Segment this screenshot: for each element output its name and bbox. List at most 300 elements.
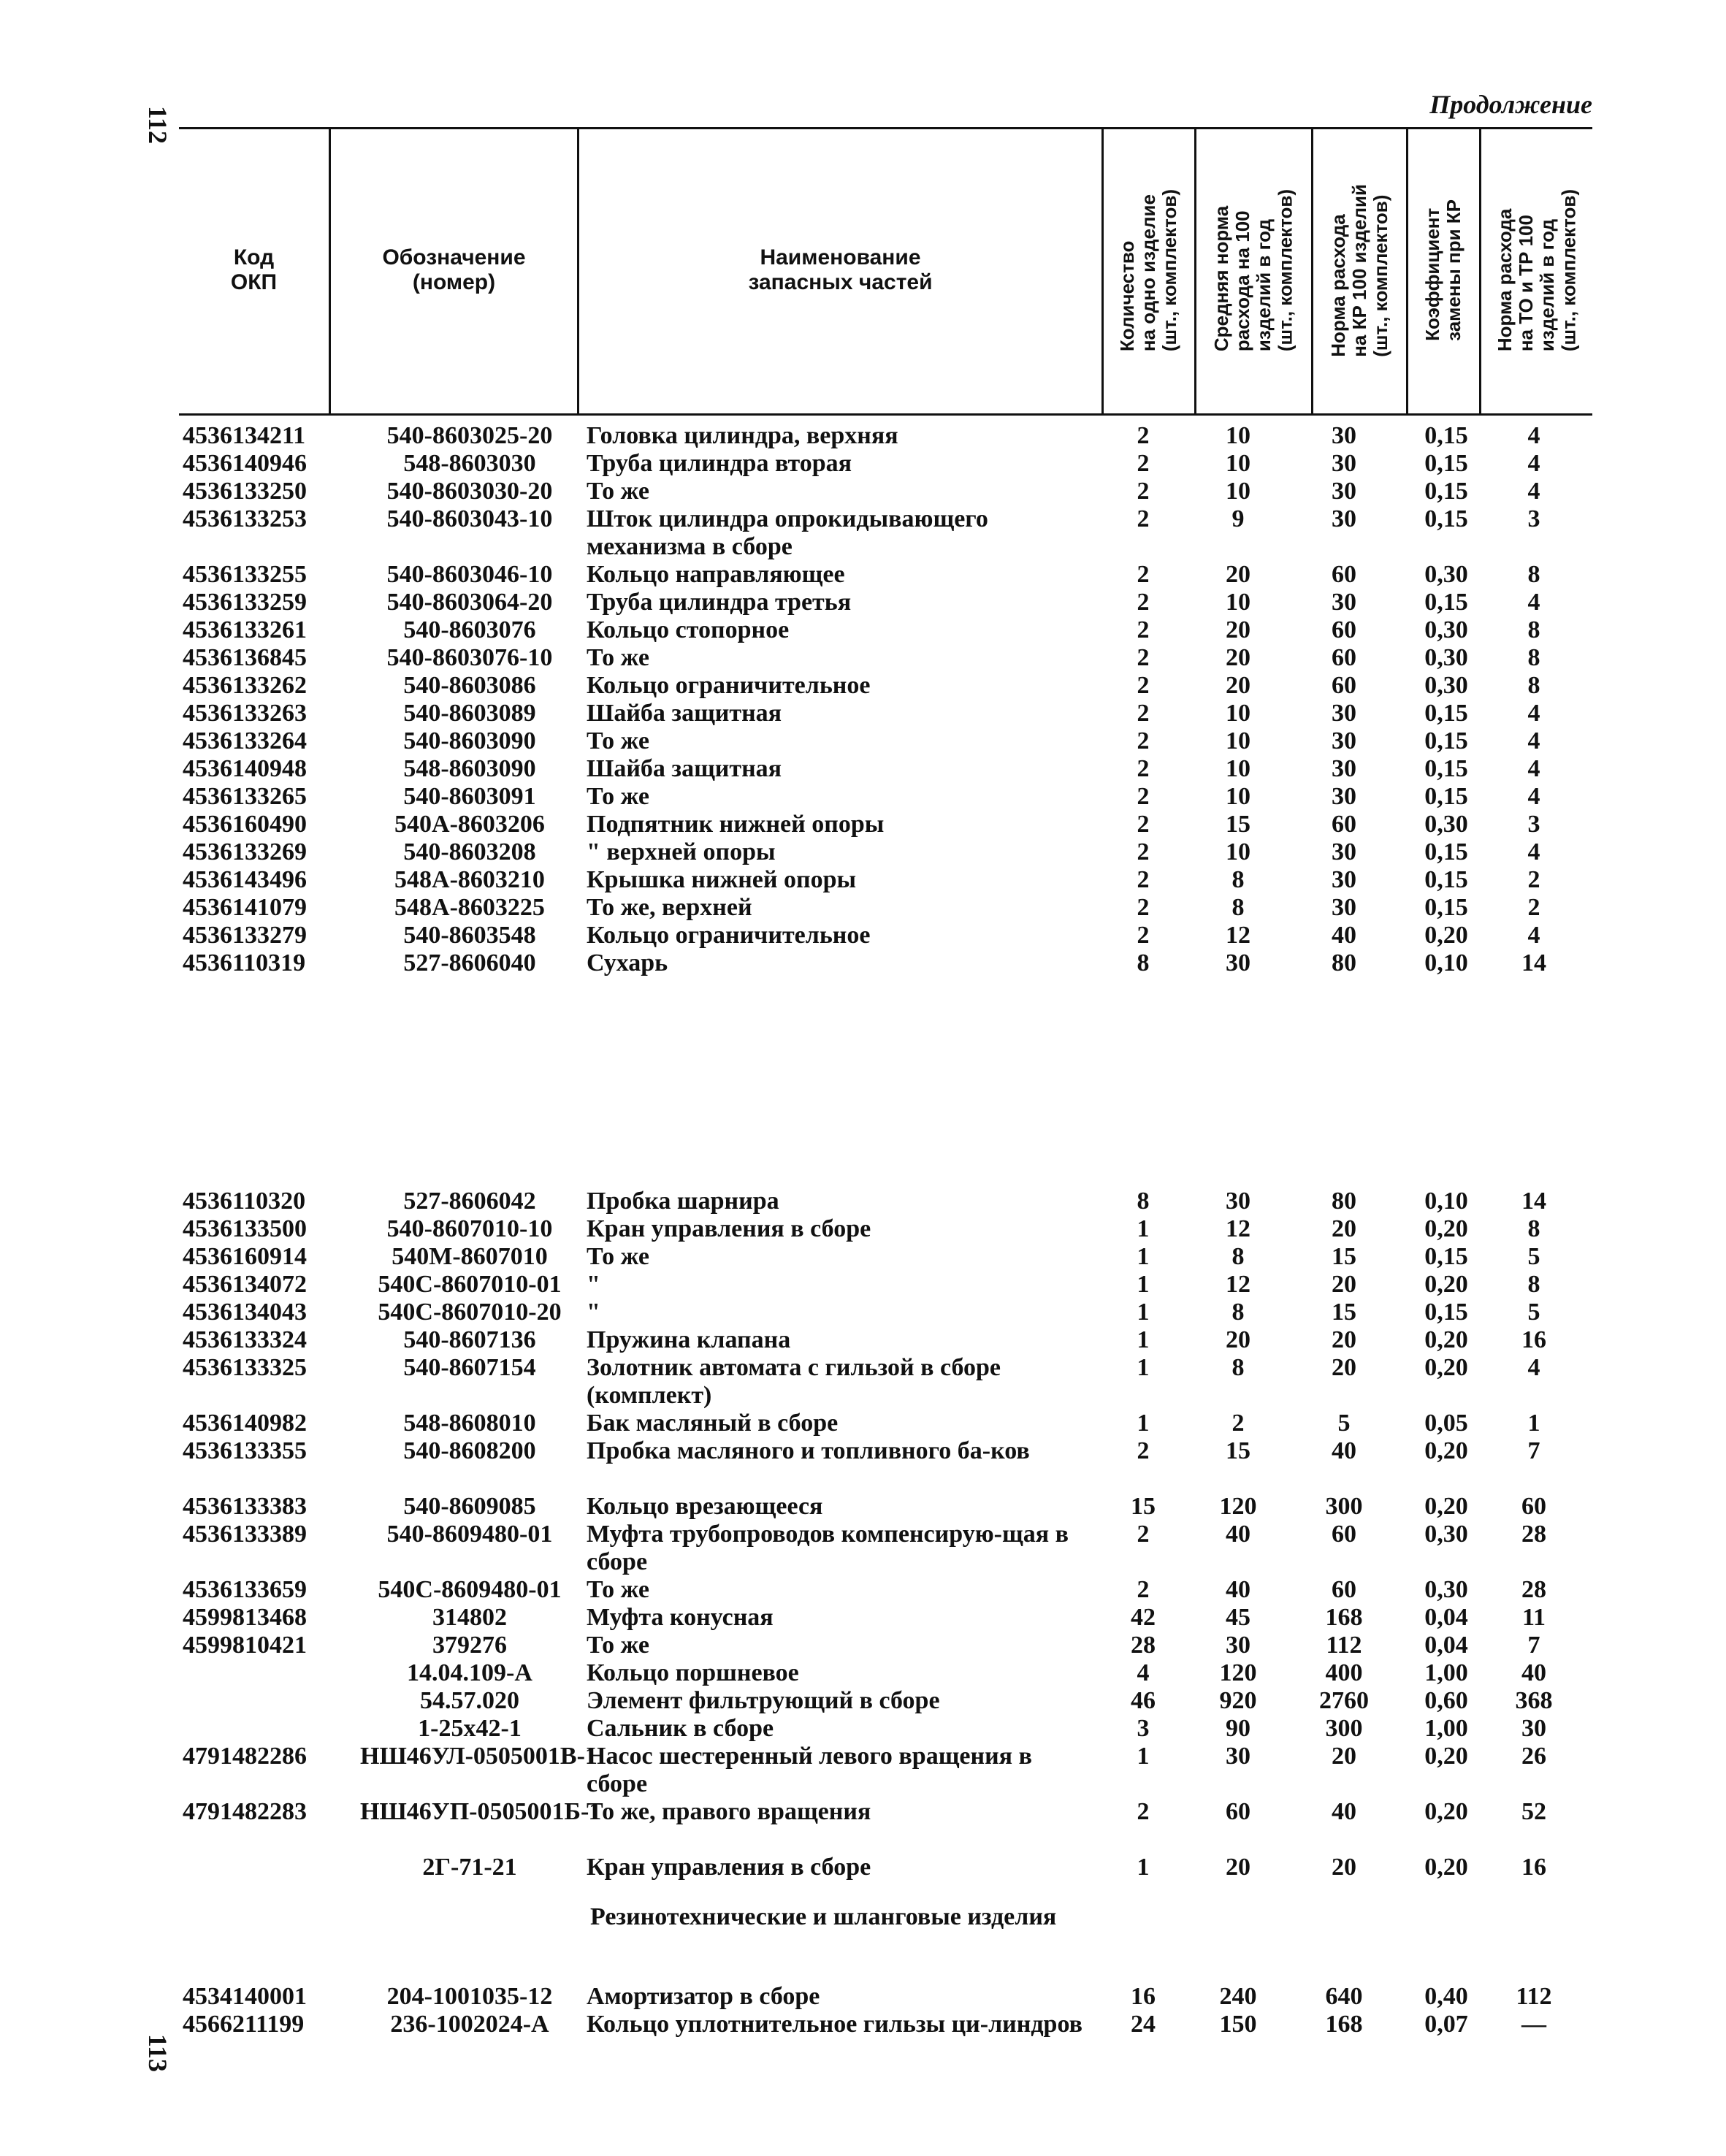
cell-code: 4599813468	[183, 1604, 307, 1631]
cell-code: 4536133264	[183, 727, 307, 754]
cell-kr: 60	[1332, 644, 1356, 671]
cell-qty: 2	[1137, 838, 1150, 865]
cell-kr: 15	[1332, 1299, 1356, 1326]
cell-avg: 20	[1226, 1326, 1250, 1353]
cell-name: Кольцо стопорное	[587, 616, 790, 643]
cell-to: 3	[1527, 811, 1540, 838]
cell-code: 4599810421	[183, 1632, 307, 1659]
cell-to: 4	[1527, 755, 1540, 782]
cell-to: 8	[1527, 1215, 1540, 1242]
cell-coef: 0,15	[1424, 505, 1468, 532]
table-row	[0, 1983, 1726, 2011]
cell-coef: 0,15	[1424, 866, 1468, 893]
cell-coef: 0,30	[1424, 811, 1468, 838]
cell-avg: 30	[1226, 1743, 1250, 1770]
cell-code: 4536133389	[183, 1521, 307, 1548]
section-title: Резинотехнические и шланговые изделия	[590, 1903, 1057, 1930]
cell-kr: 20	[1332, 1354, 1356, 1381]
table-row	[0, 450, 1726, 478]
cell-designation: 540С-8607010-20	[378, 1299, 562, 1326]
cell-avg: 10	[1226, 450, 1250, 477]
cell-kr: 60	[1332, 811, 1356, 838]
cell-coef: 0,15	[1424, 478, 1468, 505]
cell-qty: 1	[1137, 1354, 1150, 1381]
cell-designation: 540-8607010-10	[386, 1215, 553, 1242]
cell-to: 11	[1521, 1604, 1546, 1631]
table-row	[0, 478, 1726, 505]
cell-designation: 540-8603089	[403, 700, 536, 727]
cell-to: 40	[1521, 1659, 1546, 1686]
table-body-section	[0, 1983, 1726, 2066]
cell-name: "	[587, 1271, 600, 1298]
cell-to: 4	[1527, 783, 1540, 810]
cell-to: 7	[1527, 1632, 1540, 1659]
header-qty-cell	[1104, 127, 1194, 413]
cell-kr: 30	[1332, 589, 1356, 616]
cell-code: 4536133265	[183, 783, 307, 810]
cell-name: Кольцо уплотнительное гильзы ци-линдров	[587, 2011, 1082, 2038]
cell-avg: 20	[1226, 616, 1250, 643]
cell-name: Амортизатор в сборе	[587, 1983, 820, 2010]
cell-designation: 548А-8603225	[394, 894, 545, 921]
cell-name: Золотник автомата с гильзой в сборе (комплект)	[587, 1354, 1001, 1409]
cell-designation: 540-8603043-10	[386, 505, 553, 532]
cell-qty: 2	[1137, 866, 1150, 893]
cell-code: 4536134211	[183, 422, 306, 449]
cell-code: 4536133262	[183, 672, 307, 699]
cell-designation: 314802	[432, 1604, 507, 1631]
cell-designation: 540-8603548	[403, 922, 536, 949]
cell-kr: 20	[1332, 1743, 1356, 1770]
cell-designation: НШ46УП-0505001Б-1	[360, 1798, 602, 1825]
cell-qty: 1	[1137, 1215, 1150, 1242]
table-row	[0, 755, 1726, 783]
cell-coef: 0,20	[1424, 1326, 1468, 1353]
cell-coef: 0,15	[1424, 700, 1468, 727]
table-row	[0, 838, 1726, 866]
cell-to: 1	[1527, 1410, 1540, 1437]
cell-avg: 8	[1232, 1299, 1245, 1326]
cell-qty: 1	[1137, 1410, 1150, 1437]
cell-qty: 16	[1131, 1983, 1156, 2010]
cell-name: Кольцо врезающееся	[587, 1493, 823, 1520]
cell-avg: 20	[1226, 1854, 1250, 1881]
cell-kr: 30	[1332, 866, 1356, 893]
cell-name: То же	[587, 478, 649, 505]
cell-code: 4536133325	[183, 1354, 307, 1381]
cell-code: 4536133255	[183, 561, 307, 588]
table-row	[0, 561, 1726, 589]
table-row	[0, 1687, 1726, 1715]
cell-to: 4	[1527, 1354, 1540, 1381]
cell-avg: 12	[1226, 1271, 1250, 1298]
cell-to: 26	[1521, 1743, 1546, 1770]
table-row	[0, 949, 1726, 977]
cell-kr: 640	[1325, 1983, 1363, 2010]
cell-qty: 2	[1137, 894, 1150, 921]
cell-name: Пробка масляного и топливного ба-ков	[587, 1437, 1030, 1464]
cell-kr: 30	[1332, 894, 1356, 921]
cell-designation: 14.04.109-А	[407, 1659, 532, 1686]
table-row	[0, 1521, 1726, 1576]
cell-to: 4	[1527, 450, 1540, 477]
table-row	[0, 422, 1726, 450]
cell-coef: 0,05	[1424, 1410, 1468, 1437]
header-name: Наименование запасных частей	[748, 245, 933, 294]
table-row	[0, 1243, 1726, 1271]
cell-name: Шайба защитная	[587, 700, 782, 727]
cell-name: "	[587, 1299, 600, 1326]
cell-avg: 8	[1232, 894, 1245, 921]
cell-coef: 0,10	[1424, 949, 1468, 976]
cell-to: 4	[1527, 838, 1540, 865]
cell-kr: 112	[1326, 1632, 1362, 1659]
cell-code: 4566211199	[183, 2011, 305, 2038]
cell-kr: 168	[1325, 1604, 1363, 1631]
table-row	[0, 1798, 1726, 1854]
cell-name: Сальник в сборе	[587, 1715, 774, 1742]
cell-name: Муфта трубопроводов компенсирую-щая в сборе	[587, 1521, 1069, 1575]
cell-designation: 548-8603030	[403, 450, 536, 477]
cell-code: 4536133355	[183, 1437, 307, 1464]
cell-designation: 540-8603076-10	[386, 644, 553, 671]
table-row	[0, 1604, 1726, 1632]
cell-name: То же	[587, 644, 649, 671]
page-number-top: 112	[143, 105, 173, 145]
cell-designation: 236-1002024-А	[390, 2011, 549, 2038]
cell-name: Крышка нижней опоры	[587, 866, 857, 893]
cell-to: 4	[1527, 478, 1540, 505]
table-row	[0, 2011, 1726, 2066]
cell-name: Кольцо направляющее	[587, 561, 845, 588]
cell-avg: 10	[1226, 838, 1250, 865]
cell-name: Насос шестеренный левого вращения в сборе	[587, 1743, 1032, 1797]
table-row	[0, 783, 1726, 811]
cell-code: 4536133279	[183, 922, 307, 949]
cell-to: 8	[1527, 616, 1540, 643]
cell-qty: 2	[1137, 616, 1150, 643]
cell-qty: 4	[1137, 1659, 1150, 1686]
cell-name: То же	[587, 727, 649, 754]
cell-coef: 0,07	[1424, 2011, 1468, 2038]
cell-kr: 30	[1332, 755, 1356, 782]
cell-avg: 120	[1219, 1659, 1257, 1686]
cell-code: 4536143496	[183, 866, 307, 893]
cell-name: Шток цилиндра опрокидывающего механизма в сборе	[587, 505, 988, 560]
cell-kr: 30	[1332, 838, 1356, 865]
cell-designation: 540М-8607010	[392, 1243, 548, 1270]
cell-avg: 10	[1226, 700, 1250, 727]
cell-qty: 2	[1137, 1437, 1150, 1464]
cell-qty: 2	[1137, 1576, 1150, 1603]
cell-designation: 540-8603046-10	[386, 561, 553, 588]
cell-coef: 0,30	[1424, 672, 1468, 699]
cell-designation: 548А-8603210	[394, 866, 545, 893]
cell-avg: 12	[1226, 1215, 1250, 1242]
header-code: Код ОКП	[230, 245, 278, 294]
table-body-top	[0, 422, 1726, 977]
cell-coef: 0,20	[1424, 1798, 1468, 1825]
cell-coef: 0,30	[1424, 1576, 1468, 1603]
cell-to: 4	[1527, 422, 1540, 449]
cell-kr: 5	[1337, 1410, 1351, 1437]
cell-name: То же, верхней	[587, 894, 752, 921]
cell-coef: 0,20	[1424, 1743, 1468, 1770]
table-row	[0, 589, 1726, 616]
cell-code: 4536133659	[183, 1576, 307, 1603]
cell-to: 8	[1527, 644, 1540, 671]
header-avg: Средняя норма расхода на 100 изделий в год (шт., комплектов)	[1210, 188, 1297, 352]
cell-name: Кран управления в сборе	[587, 1854, 871, 1881]
cell-to: 3	[1527, 505, 1540, 532]
cell-name: Труба цилиндра третья	[587, 589, 852, 616]
cell-code: 4536110320	[183, 1188, 306, 1215]
cell-designation: 2Г-71-21	[422, 1854, 517, 1881]
cell-qty: 46	[1131, 1687, 1156, 1714]
page-number-bottom: 113	[143, 2033, 173, 2073]
cell-code: 4536133324	[183, 1326, 307, 1353]
table-row	[0, 1437, 1726, 1493]
cell-code: 4536133263	[183, 700, 307, 727]
cell-designation: 540-8603076	[403, 616, 536, 643]
cell-name: Пружина клапана	[587, 1326, 791, 1353]
cell-avg: 40	[1226, 1521, 1250, 1548]
cell-name: Головка цилиндра, верхняя	[587, 422, 898, 449]
cell-kr: 300	[1325, 1493, 1363, 1520]
table-row	[0, 1743, 1726, 1798]
cell-to: 28	[1521, 1521, 1546, 1548]
table-row	[0, 1632, 1726, 1659]
cell-name: То же	[587, 1243, 649, 1270]
table-row	[0, 644, 1726, 672]
cell-qty: 2	[1137, 644, 1150, 671]
cell-qty: 2	[1137, 1521, 1150, 1548]
cell-name: Пробка шарнира	[587, 1188, 779, 1215]
table-row	[0, 1493, 1726, 1521]
cell-designation: 527-8606040	[403, 949, 536, 976]
cell-coef: 0,30	[1424, 561, 1468, 588]
cell-code: 4536140982	[183, 1410, 307, 1437]
cell-avg: 60	[1226, 1798, 1250, 1825]
cell-code: 4791482286	[183, 1743, 307, 1770]
cell-name: " верхней опоры	[587, 838, 776, 865]
cell-to: 4	[1527, 700, 1540, 727]
cell-to: —	[1521, 2011, 1546, 2038]
cell-to: 2	[1527, 894, 1540, 921]
cell-kr: 2760	[1319, 1687, 1369, 1714]
cell-coef: 0,15	[1424, 894, 1468, 921]
cell-kr: 30	[1332, 505, 1356, 532]
cell-kr: 40	[1332, 1798, 1356, 1825]
cell-code: 4534140001	[183, 1983, 307, 2010]
cell-to: 368	[1515, 1687, 1553, 1714]
cell-kr: 60	[1332, 1521, 1356, 1548]
cell-qty: 2	[1137, 422, 1150, 449]
cell-coef: 0,15	[1424, 422, 1468, 449]
cell-designation: НШ46УЛ-0505001В-1	[360, 1743, 597, 1770]
cell-to: 4	[1527, 589, 1540, 616]
cell-code: 4536133383	[183, 1493, 307, 1520]
table-row	[0, 1576, 1726, 1604]
cell-code: 4536133500	[183, 1215, 307, 1242]
cell-qty: 2	[1137, 505, 1150, 532]
table-row	[0, 1354, 1726, 1410]
table-row	[0, 505, 1726, 561]
cell-qty: 24	[1131, 2011, 1156, 2038]
continuation-label: Продолжение	[1429, 90, 1592, 119]
table-row	[0, 1854, 1726, 1881]
cell-code: 4536133250	[183, 478, 307, 505]
header-avg-cell	[1196, 127, 1311, 413]
cell-kr: 20	[1332, 1326, 1356, 1353]
cell-code: 4536160914	[183, 1243, 307, 1270]
cell-designation: 527-8606042	[403, 1188, 536, 1215]
cell-coef: 0,20	[1424, 1271, 1468, 1298]
cell-code: 4536134043	[183, 1299, 307, 1326]
table-row	[0, 727, 1726, 755]
table-row	[0, 700, 1726, 727]
cell-code: 4536133253	[183, 505, 307, 532]
cell-kr: 30	[1332, 783, 1356, 810]
cell-kr: 40	[1332, 922, 1356, 949]
cell-designation: 540-8608200	[403, 1437, 536, 1464]
cell-coef: 0,15	[1424, 589, 1468, 616]
cell-to: 4	[1527, 922, 1540, 949]
cell-avg: 90	[1226, 1715, 1250, 1742]
cell-designation: 540-8603091	[403, 783, 536, 810]
cell-qty: 3	[1137, 1715, 1150, 1742]
cell-kr: 40	[1332, 1437, 1356, 1464]
table-row	[0, 894, 1726, 922]
cell-name: Элемент фильтрующий в сборе	[587, 1687, 940, 1714]
cell-to: 14	[1521, 1188, 1546, 1215]
header-kr: Норма расхода на КР 100 изделий (шт., комплектов)	[1326, 183, 1392, 357]
cell-avg: 2	[1232, 1410, 1245, 1437]
cell-to: 28	[1521, 1576, 1546, 1603]
cell-qty: 1	[1137, 1271, 1150, 1298]
cell-coef: 0,15	[1424, 727, 1468, 754]
cell-name: Бак масляный в сборе	[587, 1410, 839, 1437]
cell-kr: 60	[1332, 561, 1356, 588]
cell-name: Сухарь	[587, 949, 668, 976]
cell-coef: 0,20	[1424, 1493, 1468, 1520]
cell-kr: 30	[1332, 422, 1356, 449]
cell-qty: 2	[1137, 561, 1150, 588]
header-to: Норма расхода на ТО и ТР 100 изделий в год (шт., комплектов)	[1493, 188, 1580, 352]
table-row	[0, 616, 1726, 644]
cell-avg: 9	[1232, 505, 1245, 532]
cell-name: То же	[587, 1576, 649, 1603]
cell-designation: 540-8603086	[403, 672, 536, 699]
cell-avg: 30	[1226, 1188, 1250, 1215]
cell-kr: 30	[1332, 450, 1356, 477]
cell-designation: 540-8603064-20	[386, 589, 553, 616]
cell-designation: 540-8603030-20	[386, 478, 553, 505]
cell-code: 4536140948	[183, 755, 307, 782]
cell-kr: 60	[1332, 672, 1356, 699]
cell-designation: 540С-8607010-01	[378, 1271, 562, 1298]
cell-to: 8	[1527, 561, 1540, 588]
cell-qty: 2	[1137, 811, 1150, 838]
cell-name: Кольцо поршневое	[587, 1659, 799, 1686]
cell-avg: 8	[1232, 866, 1245, 893]
cell-qty: 2	[1137, 922, 1150, 949]
cell-to: 52	[1521, 1798, 1546, 1825]
cell-avg: 240	[1219, 1983, 1257, 2010]
cell-avg: 120	[1219, 1493, 1257, 1520]
cell-name: Кольцо ограничительное	[587, 672, 871, 699]
cell-kr: 30	[1332, 727, 1356, 754]
cell-coef: 0,30	[1424, 644, 1468, 671]
cell-avg: 15	[1226, 811, 1250, 838]
cell-qty: 1	[1137, 1243, 1150, 1270]
cell-qty: 2	[1137, 700, 1150, 727]
cell-qty: 2	[1137, 783, 1150, 810]
cell-qty: 1	[1137, 1854, 1150, 1881]
cell-coef: 0,60	[1424, 1687, 1468, 1714]
cell-avg: 15	[1226, 1437, 1250, 1464]
cell-designation: 540-8603025-20	[386, 422, 553, 449]
cell-qty: 15	[1131, 1493, 1156, 1520]
cell-to: 8	[1527, 1271, 1540, 1298]
cell-avg: 10	[1226, 478, 1250, 505]
cell-kr: 80	[1332, 949, 1356, 976]
cell-coef: 0,10	[1424, 1188, 1468, 1215]
cell-designation: 540-8607154	[403, 1354, 536, 1381]
cell-designation: 540-8607136	[403, 1326, 536, 1353]
cell-kr: 60	[1332, 616, 1356, 643]
cell-avg: 920	[1219, 1687, 1257, 1714]
cell-avg: 10	[1226, 783, 1250, 810]
cell-avg: 30	[1226, 1632, 1250, 1659]
table-row	[0, 866, 1726, 894]
cell-coef: 0,20	[1424, 1215, 1468, 1242]
cell-qty: 8	[1137, 1188, 1150, 1215]
cell-name: Муфта конусная	[587, 1604, 774, 1631]
cell-qty: 2	[1137, 755, 1150, 782]
cell-designation: 540А-8603206	[394, 811, 545, 838]
cell-qty: 8	[1137, 949, 1150, 976]
table-row	[0, 1410, 1726, 1437]
cell-coef: 0,15	[1424, 755, 1468, 782]
cell-coef: 0,15	[1424, 1299, 1468, 1326]
cell-kr: 60	[1332, 1576, 1356, 1603]
cell-avg: 10	[1226, 727, 1250, 754]
cell-qty: 2	[1137, 450, 1150, 477]
cell-avg: 12	[1226, 922, 1250, 949]
cell-kr: 15	[1332, 1243, 1356, 1270]
cell-code: 4536136845	[183, 644, 307, 671]
cell-kr: 168	[1325, 2011, 1363, 2038]
cell-kr: 400	[1325, 1659, 1363, 1686]
cell-name: Труба цилиндра вторая	[587, 450, 852, 477]
cell-avg: 150	[1219, 2011, 1257, 2038]
cell-kr: 30	[1332, 478, 1356, 505]
cell-avg: 10	[1226, 422, 1250, 449]
cell-designation: 540-8609085	[403, 1493, 536, 1520]
cell-avg: 20	[1226, 644, 1250, 671]
cell-qty: 28	[1131, 1632, 1156, 1659]
cell-kr: 80	[1332, 1188, 1356, 1215]
cell-coef: 0,30	[1424, 1521, 1468, 1548]
cell-qty: 42	[1131, 1604, 1156, 1631]
cell-to: 30	[1521, 1715, 1546, 1742]
cell-to: 7	[1527, 1437, 1540, 1464]
table-row	[0, 811, 1726, 838]
table-row	[0, 922, 1726, 949]
table-body-bottom	[0, 1188, 1726, 1881]
cell-coef: 0,20	[1424, 922, 1468, 949]
